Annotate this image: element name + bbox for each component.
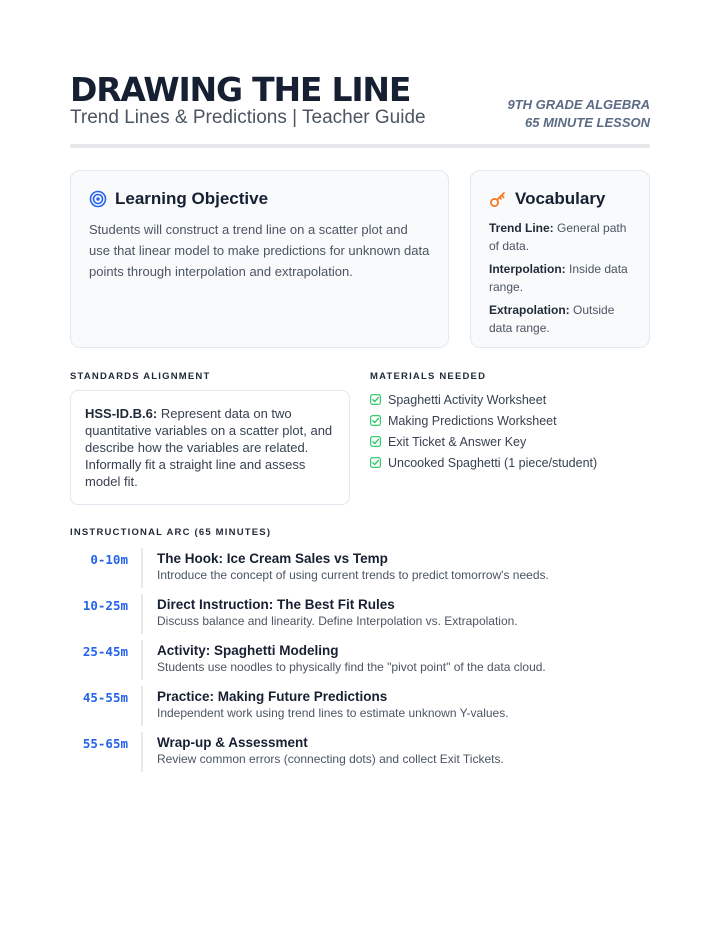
material-item xyxy=(370,410,650,431)
step-description: Review common errors (connecting dots) and collect Exit Tickets. xyxy=(157,752,504,766)
timeline-step xyxy=(70,638,650,684)
step-title: Activity: Spaghetti Modeling xyxy=(157,643,339,658)
vocab-item xyxy=(489,219,631,255)
step-description: Students use noodles to physically find the "pivot point" of the data cloud. xyxy=(157,660,546,674)
step-description: Discuss balance and linearity. Define Interpolation vs. Extrapolation. xyxy=(157,614,518,628)
step-title: Practice: Making Future Predictions xyxy=(157,689,388,704)
learning-objective-card xyxy=(70,170,449,348)
step-title: Direct Instruction: The Best Fit Rules xyxy=(157,597,395,612)
page-subtitle: Trend Lines & Predictions | Teacher Guide xyxy=(70,107,426,128)
material-item xyxy=(370,431,650,452)
timeline-bar xyxy=(141,594,143,634)
checkbox-check-icon xyxy=(370,457,381,468)
checkbox-check-icon xyxy=(370,436,381,447)
vocab-definition: Outside data range. xyxy=(489,303,615,335)
timeline-step xyxy=(70,730,650,776)
step-description: Introduce the concept of using current trends to predict tomorrow's needs. xyxy=(157,568,549,582)
vocab-term: Trend Line: xyxy=(489,221,554,235)
vocab-item xyxy=(489,301,631,337)
material-label: Making Predictions Worksheet xyxy=(388,413,557,428)
vocab-item xyxy=(489,260,631,296)
material-item xyxy=(370,452,650,473)
standard-code: HSS-ID.B.6: xyxy=(85,406,158,421)
header-divider xyxy=(70,144,650,148)
material-label: Uncooked Spaghetti (1 piece/student) xyxy=(388,455,598,470)
vocabulary-heading: Vocabulary xyxy=(515,189,606,208)
objective-text: Students will construct a trend line on a scatter plot and use that linear model to make predictions for unknown data points through interpolation and extrapolation. xyxy=(89,222,430,279)
lesson-duration: 65 MINUTE LESSON xyxy=(525,115,650,130)
timeline-bar xyxy=(141,640,143,680)
standards-label: STANDARDS ALIGNMENT xyxy=(70,371,211,382)
material-label: Exit Ticket & Answer Key xyxy=(388,434,527,449)
objective-heading: Learning Objective xyxy=(115,189,269,208)
checkbox-check-icon xyxy=(370,415,381,426)
timeline-bar xyxy=(141,548,143,588)
timeline-step xyxy=(70,546,650,592)
key-icon xyxy=(489,190,507,208)
material-item xyxy=(370,389,650,410)
timeline-bar xyxy=(141,686,143,726)
lesson-meta xyxy=(507,96,650,132)
step-title: The Hook: Ice Cream Sales vs Temp xyxy=(157,551,388,566)
grade-level: 9TH GRADE ALGEBRA xyxy=(507,97,650,112)
vocab-term: Interpolation: xyxy=(489,262,566,276)
step-time: 45-55m xyxy=(82,690,128,705)
standard-text: Represent data on two quantitative variables on a scatter plot, and describe how the variables are related. Informally fit a straight line and assess model fit. xyxy=(85,406,333,489)
materials-label: MATERIALS NEEDED xyxy=(370,371,487,382)
standards-box xyxy=(70,390,350,505)
timeline-step xyxy=(70,684,650,730)
timeline-step xyxy=(70,592,650,638)
material-label: Spaghetti Activity Worksheet xyxy=(388,392,547,407)
step-time: 55-65m xyxy=(82,736,128,751)
vocab-term: Extrapolation: xyxy=(489,303,570,317)
instructional-timeline xyxy=(70,546,650,776)
vocabulary-card xyxy=(470,170,650,348)
step-time: 0-10m xyxy=(90,552,128,567)
vocab-definition: General path of data. xyxy=(489,221,627,253)
materials-list xyxy=(370,389,650,473)
arc-label: INSTRUCTIONAL ARC (65 MINUTES) xyxy=(70,527,272,538)
step-description: Independent work using trend lines to estimate unknown Y-values. xyxy=(157,706,509,720)
page-header xyxy=(70,70,650,150)
step-time: 10-25m xyxy=(82,598,128,613)
timeline-bar xyxy=(141,732,143,772)
target-icon xyxy=(89,190,107,208)
page-title: DRAWING THE LINE xyxy=(70,70,411,109)
vocab-definition: Inside data range. xyxy=(489,262,628,294)
checkbox-check-icon xyxy=(370,394,381,405)
step-time: 25-45m xyxy=(82,644,128,659)
step-title: Wrap-up & Assessment xyxy=(157,735,308,750)
